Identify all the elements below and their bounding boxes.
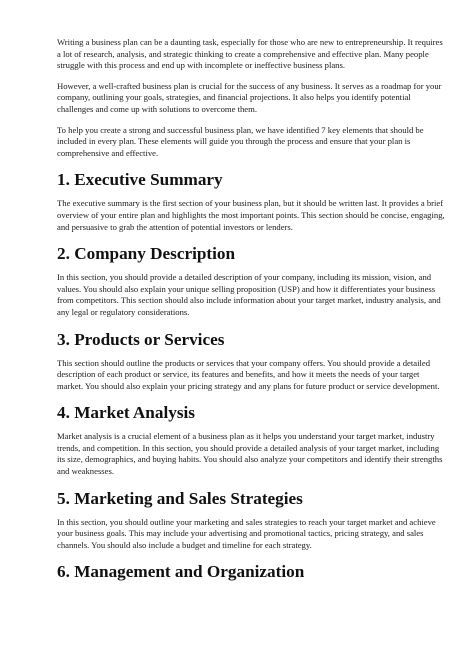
section-body-company-description: In this section, you should provide a detailed description of your company, including its mission, vision, and values. You should also explain your unique selling proposition (USP) and how it differentiates your business from competitors. This section should also include information about your target market, industry analysis, and any legal or regulatory considerations. <box>57 272 441 317</box>
section-heading-management-and-organization: 6. Management and Organization <box>57 562 305 582</box>
section-body-market-analysis: Market analysis is a crucial element of a business plan as it helps you understand your target market, industry trends, and competition. In this section, you should provide a detailed analysis of your target market, including its size, demographics, and buying habits. You should also analyze your competitors and identify their strengths and weaknesses. <box>57 431 443 477</box>
section-body-executive-summary: The executive summary is the first section of your business plan, but it should be written last. It provides a brief overview of your entire plan and highlights the most important points. This section should be concise, engaging, and persuasive to grab the attention of potential investors or lenders. <box>57 198 445 232</box>
intro-paragraph-3: To help you create a strong and successful business plan, we have identified 7 key elements that should be included in every plan. These elements will guide you through the process and ensure that your plan is comprehensive and effective. <box>57 124 424 158</box>
section-heading-market-analysis: 4. Market Analysis <box>57 403 195 423</box>
document-page <box>57 37 445 582</box>
section-heading-company-description: 2. Company Description <box>57 244 236 264</box>
intro-paragraph-1: Writing a business plan can be a daunting task, especially for those who are new to entrepreneurship. It requires a lot of research, analysis, and strategic thinking to create a comprehensive and effective plan. Many people struggle with this process and end up with incomplete or ineffective business plans. <box>57 37 443 71</box>
section-body-products-or-services: This section should outline the products or services that your company offers. You should provide a detailed description of each product or service, its features and benefits, and how it meets the needs of your target market. You should also explain your pricing strategy and any plans for future product or service development. <box>57 357 440 391</box>
section-heading-executive-summary: 1. Executive Summary <box>57 170 223 190</box>
section-body-marketing-and-sales: In this section, you should outline your marketing and sales strategies to reach your target market and achieve your business goals. This may include your advertising and promotional tactics, pricing strategy, and sales channels. You should also include a budget and timeline for each strategy. <box>57 516 436 550</box>
section-heading-products-or-services: 3. Products or Services <box>57 329 225 349</box>
intro-paragraph-2: However, a well-crafted business plan is crucial for the success of any business. It serves as a roadmap for your company, outlining your goals, strategies, and financial projections. It also helps you identify potential challenges and come up with solutions to overcome them. <box>57 80 442 114</box>
section-heading-marketing-and-sales: 5. Marketing and Sales Strategies <box>57 488 303 508</box>
